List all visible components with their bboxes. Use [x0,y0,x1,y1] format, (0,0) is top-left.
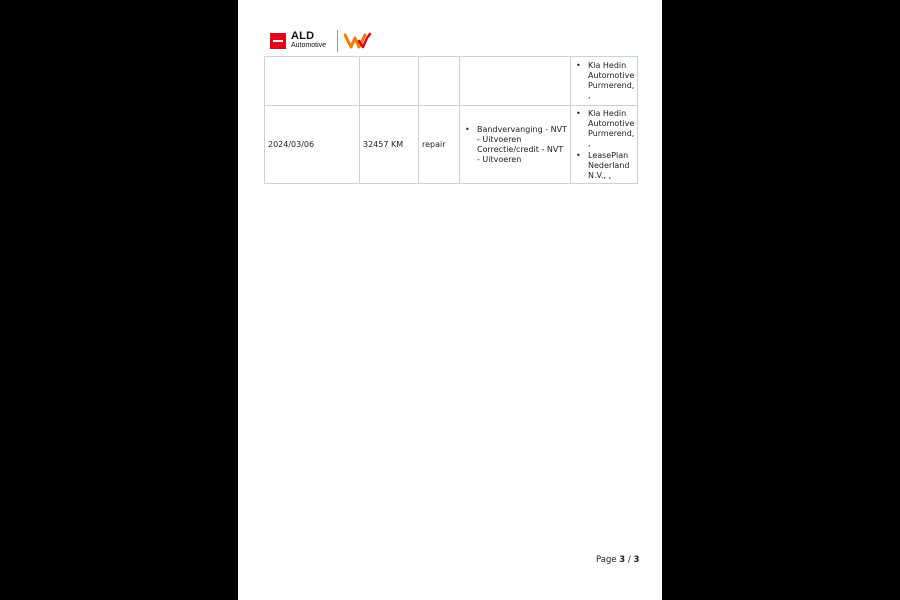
header-divider [337,30,338,52]
service-description: Bandvervanging - NVT - Uitvoeren Correctie/credit - NVT - Uitvoeren [477,124,567,164]
km-cell [360,57,419,106]
page-total: 3 [633,555,640,565]
dealer-list [574,109,634,181]
dealer-list [574,61,634,101]
dealer-name: LeasePlan Nederland N.V., , [588,150,630,180]
date-cell [265,57,360,106]
list-item: • Bandvervanging - NVT - Uitvoeren Correctie/credit - NVT - Uitvoeren [465,124,567,164]
date-cell: 2024/03/06 [265,106,360,184]
page-current: 3 [619,555,626,565]
ald-brand-sub: Automotive [291,42,327,49]
description-cell [460,106,571,184]
page-header [270,30,390,52]
type-cell [419,57,460,106]
dealer-name: Kia Hedin Automotive Purmerend, , [588,61,635,100]
table-row [265,106,638,184]
dealer-cell [571,106,638,184]
list-item: • LeasePlan Nederland N.V., , [576,150,630,180]
page-label: Page [596,555,617,565]
dealer-name: Kia Hedin Automotive Purmerend, , [588,108,635,148]
km-cell: 32457 KM [360,106,419,184]
ald-logo-icon [270,33,286,49]
list-item: • Kia Hedin Automotive Purmerend, , [576,108,635,148]
type-cell: repair [419,106,460,184]
maintenance-history-table [264,56,638,184]
table-row [265,57,638,106]
description-cell [460,57,571,106]
page-separator: / [627,555,631,565]
dealer-cell [571,57,638,106]
list-item: • Kia Hedin Automotive Purmerend, , [576,61,635,100]
page-number [596,555,639,565]
ald-brand-name: ALD [291,30,315,42]
w-logo-icon [344,32,374,50]
document-page [238,0,662,600]
